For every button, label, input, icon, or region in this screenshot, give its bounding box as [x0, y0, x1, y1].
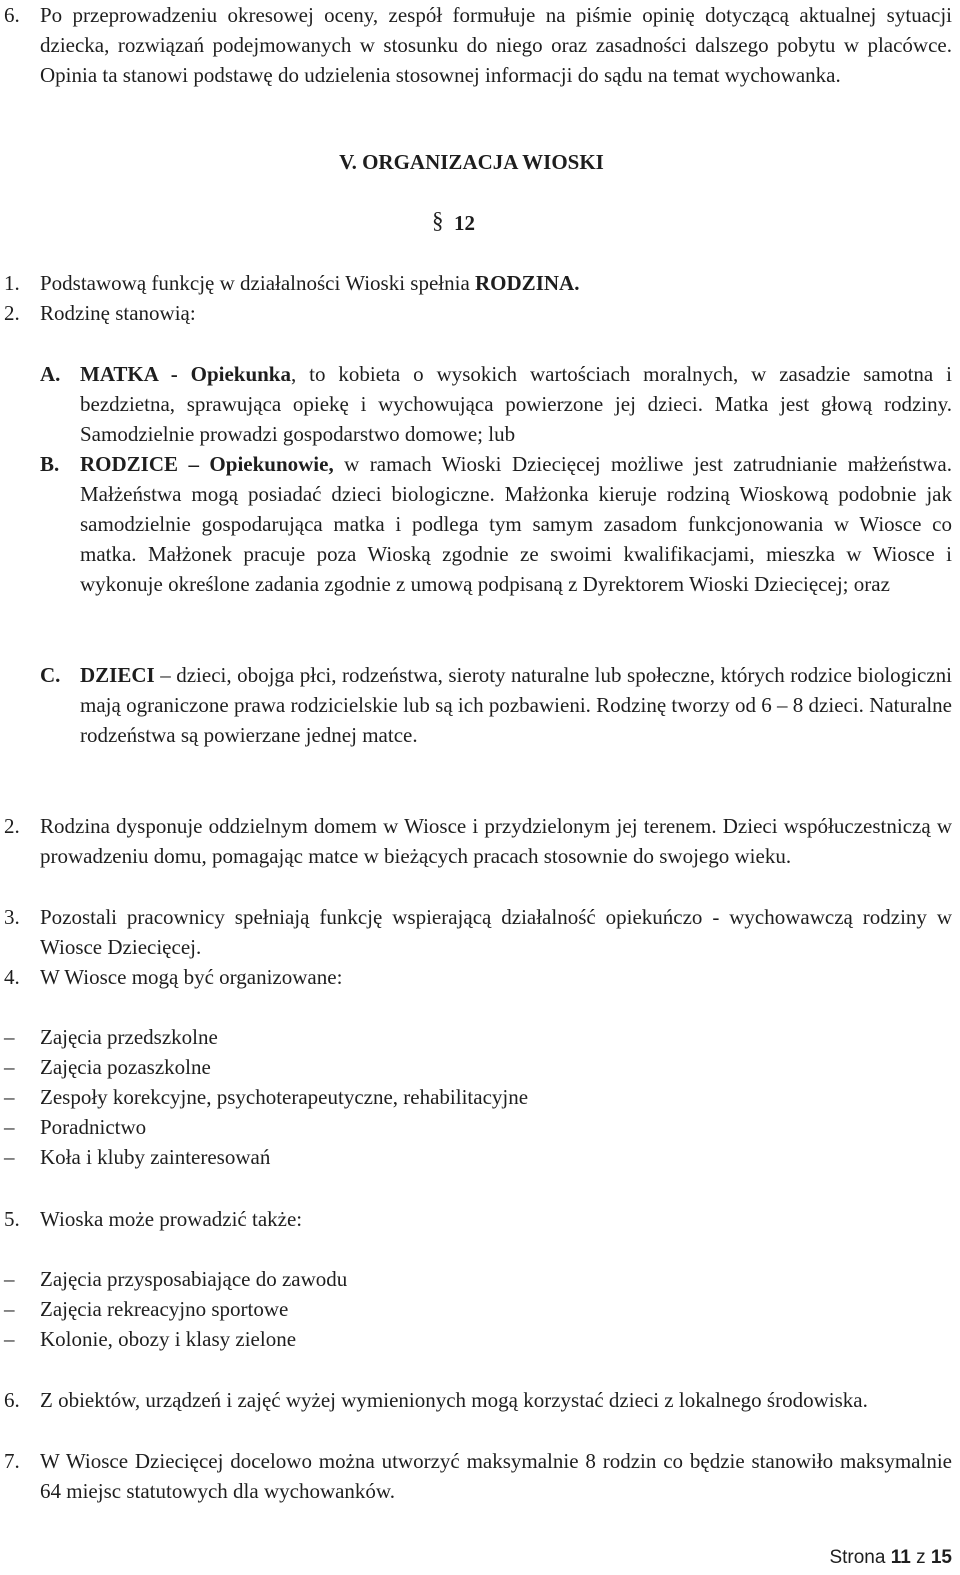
dash-bullet: –	[4, 1025, 15, 1049]
item-text: Pozostali pracownicy spełniają funkcję wspierającą działalność opiekuńczo - wychowawczą rodziny w Wiosce Dziecięcej.	[40, 905, 952, 959]
item-text: Po przeprowadzeniu okresowej oceny, zespół formułuje na piśmie opinię dotyczącą aktualnej sytuacji dziecka, rozwiązań podejmowanych w stosunku do niego oraz zasadności dalszego pobytu w placówce. Opinia ta stanowi podstawę do udzielenia stosownej informacji do sądu na temat wychowanka.	[40, 3, 952, 87]
list-item: – Zajęcia przysposabiające do zawodu	[4, 1264, 904, 1294]
dash-bullet: –	[4, 1267, 15, 1291]
point-2-house	[4, 811, 952, 871]
family-member-a	[40, 359, 952, 449]
item-text: Wioska może prowadzić także:	[40, 1207, 303, 1231]
point-7	[4, 1446, 952, 1506]
item-number: 6.	[4, 1388, 20, 1412]
list-item: – Kolonie, obozy i klasy zielone	[4, 1324, 904, 1354]
item-text: Podstawową funkcję w działalności Wioski spełnia RODZINA.	[40, 271, 580, 295]
extra-activities-list	[4, 1264, 904, 1354]
paragraph-sign: §	[432, 208, 444, 233]
activities-list	[4, 1022, 904, 1172]
family-member-b	[40, 449, 952, 599]
point-4	[4, 962, 952, 992]
item-number: 7.	[4, 1449, 20, 1473]
list-item: – Zajęcia przedszkolne	[4, 1022, 904, 1052]
item-text: W Wiosce Dziecięcej docelowo można utworzyć maksymalnie 8 rodzin co będzie stanowiło maksymalnie 64 miejsc statutowych dla wychowanków.	[40, 1449, 952, 1503]
list-item: – Koła i kluby zainteresowań	[4, 1142, 904, 1172]
dash-bullet: –	[4, 1055, 15, 1079]
paragraph-number: 12	[454, 211, 475, 235]
item-number: 3.	[4, 905, 20, 929]
item-letter: C.	[40, 663, 61, 687]
point-1	[4, 268, 952, 298]
list-item: – Poradnictwo	[4, 1112, 904, 1142]
section-title: V. ORGANIZACJA WIOSKI	[339, 150, 604, 174]
item-text: MATKA - Opiekunka, to kobieta o wysokich wartościach moralnych, w zasadzie samotna i bezdzietna, sprawująca opiekę i wychowująca powierzone jej dzieci. Matka jest głową rodziny. Samodzielnie prowadzi gospodarstwo domowe; lub	[80, 362, 952, 446]
item-letter: A.	[40, 362, 61, 386]
list-item: – Zajęcia pozaszkolne	[4, 1052, 904, 1082]
list-item: – Zespoły korekcyjne, psychoterapeutyczne, rehabilitacyjne	[4, 1082, 904, 1112]
item-number: 1.	[4, 271, 20, 295]
dash-bullet: –	[4, 1297, 15, 1321]
item-text: DZIECI – dzieci, obojga płci, rodzeństwa, sieroty naturalne lub społeczne, których rodzice biologiczni mają ograniczone prawa rodzicielskie lub są ich pozbawieni. Rodzinę tworzy od 6 – 8 dzieci. Naturalne rodzeństwa są powierzane jednej matce.	[80, 663, 952, 747]
page-number-footer: Strona 11 z 15	[829, 1547, 952, 1568]
item-number: 4.	[4, 965, 20, 989]
family-member-c	[40, 660, 952, 750]
dash-bullet: –	[4, 1145, 15, 1169]
point-5	[4, 1204, 952, 1234]
item-number: 2.	[4, 301, 20, 325]
point-3	[4, 902, 952, 962]
item-text: W Wiosce mogą być organizowane:	[40, 965, 343, 989]
item-text: Z obiektów, urządzeń i zajęć wyżej wymienionych mogą korzystać dzieci z lokalnego środowiska.	[40, 1388, 868, 1412]
point-6	[4, 1385, 952, 1415]
item-number: 5.	[4, 1207, 20, 1231]
dash-bullet: –	[4, 1115, 15, 1139]
item-number: 2.	[4, 814, 20, 838]
list-item: – Zajęcia rekreacyjno sportowe	[4, 1294, 904, 1324]
item-text: Rodzinę stanowią:	[40, 301, 196, 325]
dash-bullet: –	[4, 1327, 15, 1351]
item-letter: B.	[40, 452, 60, 476]
item-text: RODZICE – Opiekunowie, w ramach Wioski Dziecięcej możliwe jest zatrudnianie małżeństwa. Małżeństwa mogą posiadać dzieci biologiczne. Małżonka kieruje rodziną Wioskową podobnie jak samodzielnie gospodarująca matka i podlega tym samym zasadom funkcjonowania w Wiosce co matka. Małżonek pracuje poza Wioską zgodnie ze swoimi kwalifikacjami, mieszka w Wiosce i wykonuje określone zadania zgodnie z umową podpisaną z Dyrektorem Wioski Dziecięcej; oraz	[80, 452, 952, 596]
item-number: 6.	[4, 3, 20, 27]
point-2	[4, 298, 952, 328]
dash-bullet: –	[4, 1085, 15, 1109]
item-text: Rodzina dysponuje oddzielnym domem w Wiosce i przydzielonym jej terenem. Dzieci współuczestniczą w prowadzeniu domu, pomagając matce w bieżących pracach stosownie do swojego wieku.	[40, 814, 952, 868]
intro-paragraph	[4, 0, 952, 90]
